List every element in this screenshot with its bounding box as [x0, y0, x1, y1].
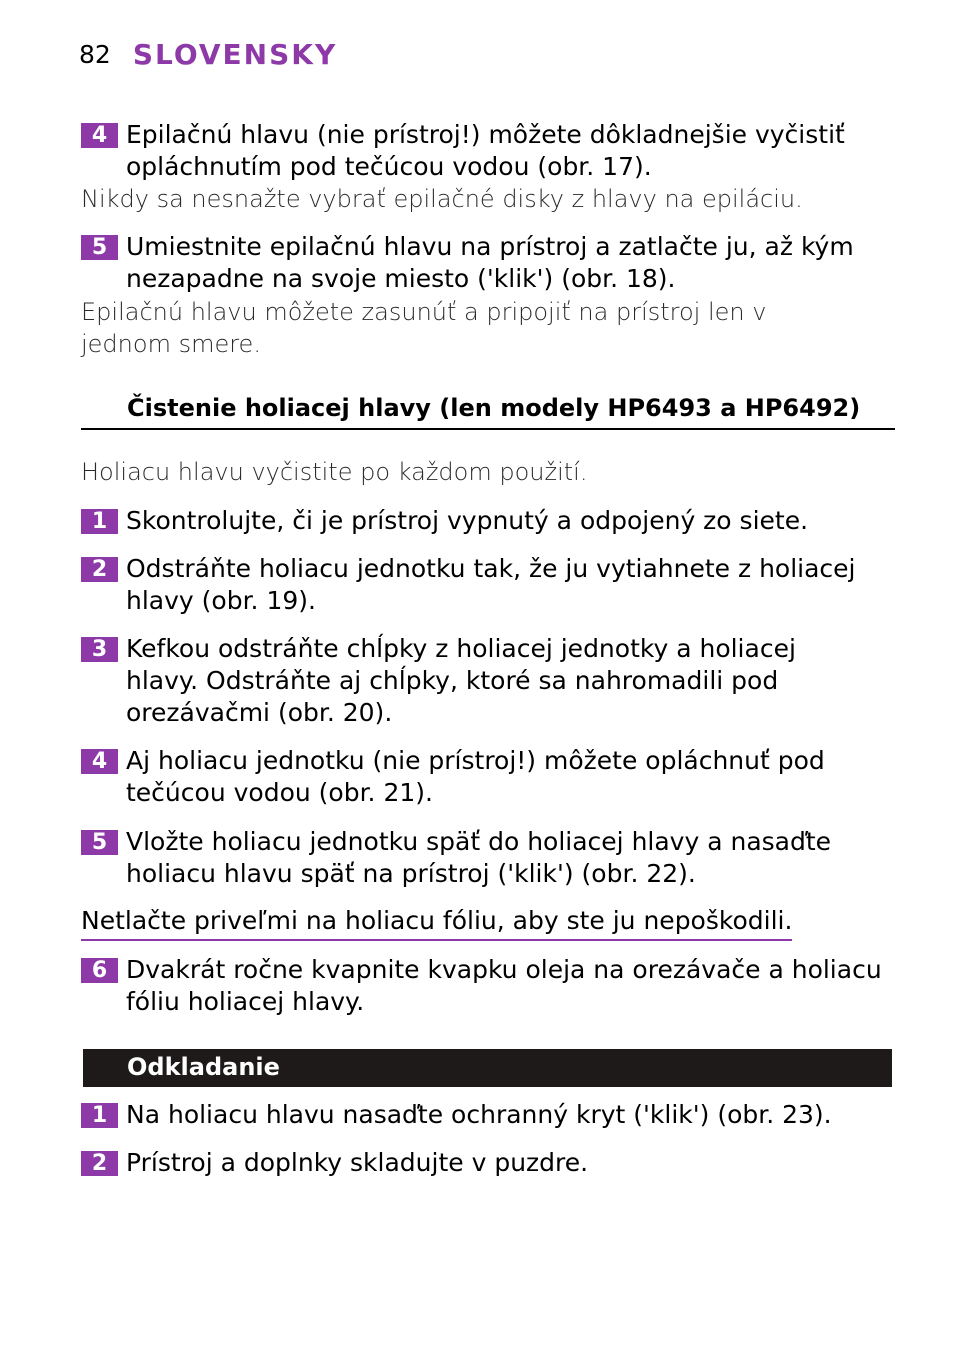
- step-text: Epilačnú hlavu (nie prístroj!) môžete dôkladnejšie vyčistiť opláchnutím pod tečúcou vodou (obr. 17).: [126, 120, 845, 181]
- step-text: Na holiacu hlavu nasaďte ochranný kryt ('klik') (obr. 23).: [126, 1100, 832, 1129]
- step-number-badge: 5: [81, 830, 118, 855]
- section-title: Čistenie holiacej hlavy (len modely HP6493 a HP6492): [127, 394, 861, 422]
- step-number-badge: 4: [81, 749, 118, 774]
- section-heading-shaving-head: [81, 390, 895, 430]
- step-text: Kefkou odstráňte chĺpky z holiacej jednotky a holiacej hlavy. Odstráňte aj chĺpky, ktoré sa nahromadili pod orezávačmi (obr. 20).: [126, 634, 796, 727]
- step-number-badge: 1: [81, 509, 118, 534]
- note-direction: Epilačnú hlavu môžete zasunúť a pripojiť na prístroj len v jednom smere.: [81, 298, 767, 358]
- step-text: Prístroj a doplnky skladujte v puzdre.: [126, 1148, 589, 1177]
- step-2-remove-unit: [81, 553, 893, 617]
- step-number-badge: 4: [81, 123, 118, 148]
- step-3-brush-hairs: [81, 633, 841, 729]
- step-number-badge: 3: [81, 637, 118, 662]
- page-number: 82: [79, 39, 111, 69]
- step-text: Vložte holiacu jednotku späť do holiacej hlavy a nasaďte holiacu hlavu späť na prístroj ('klik') (obr. 22).: [126, 827, 832, 888]
- step-text: Aj holiacu jednotku (nie prístroj!) môžete opláchnuť pod tečúcou vodou (obr. 21).: [126, 746, 825, 807]
- step-4-epilation-clean: [81, 119, 893, 183]
- section-title: Odkladanie: [127, 1053, 280, 1081]
- step-1-protection-cap: [81, 1099, 893, 1131]
- step-1-check-off: [81, 505, 893, 537]
- step-4-rinse-unit: [81, 745, 893, 809]
- step-text: Skontrolujte, či je prístroj vypnutý a odpojený zo siete.: [126, 506, 809, 535]
- step-6-oil: [81, 954, 893, 1018]
- step-text: Dvakrát ročne kvapnite kvapku oleja na orezávače a holiacu fóliu holiacej hlavy.: [126, 955, 882, 1016]
- warning-text: Netlačte priveľmi na holiacu fóliu, aby ste ju nepoškodili.: [81, 906, 793, 935]
- step-text: Odstráňte holiacu jednotku tak, že ju vytiahnete z holiacej hlavy (obr. 19).: [126, 554, 856, 615]
- step-number-badge: 6: [81, 958, 118, 983]
- step-number-badge: 2: [81, 1151, 118, 1176]
- page-header: [79, 36, 337, 72]
- step-number-badge: 2: [81, 557, 118, 582]
- language-title: SLOVENSKY: [132, 37, 338, 71]
- step-2-store-pouch: [81, 1147, 893, 1179]
- step-5-epilation-attach: [81, 231, 893, 295]
- section-heading-storage: [83, 1049, 892, 1087]
- step-number-badge: 5: [81, 235, 118, 260]
- note-disks: Nikdy sa nesnažte vybrať epilačné disky z hlavy na epiláciu.: [81, 185, 803, 213]
- warning-foil: [81, 905, 792, 941]
- intro-text: Holiacu hlavu vyčistite po každom použití.: [81, 458, 588, 486]
- step-5-reattach-unit: [81, 826, 893, 890]
- step-text: Umiestnite epilačnú hlavu na prístroj a zatlačte ju, až kým nezapadne na svoje miesto ('klik') (obr. 18).: [126, 232, 854, 293]
- step-number-badge: 1: [81, 1103, 118, 1128]
